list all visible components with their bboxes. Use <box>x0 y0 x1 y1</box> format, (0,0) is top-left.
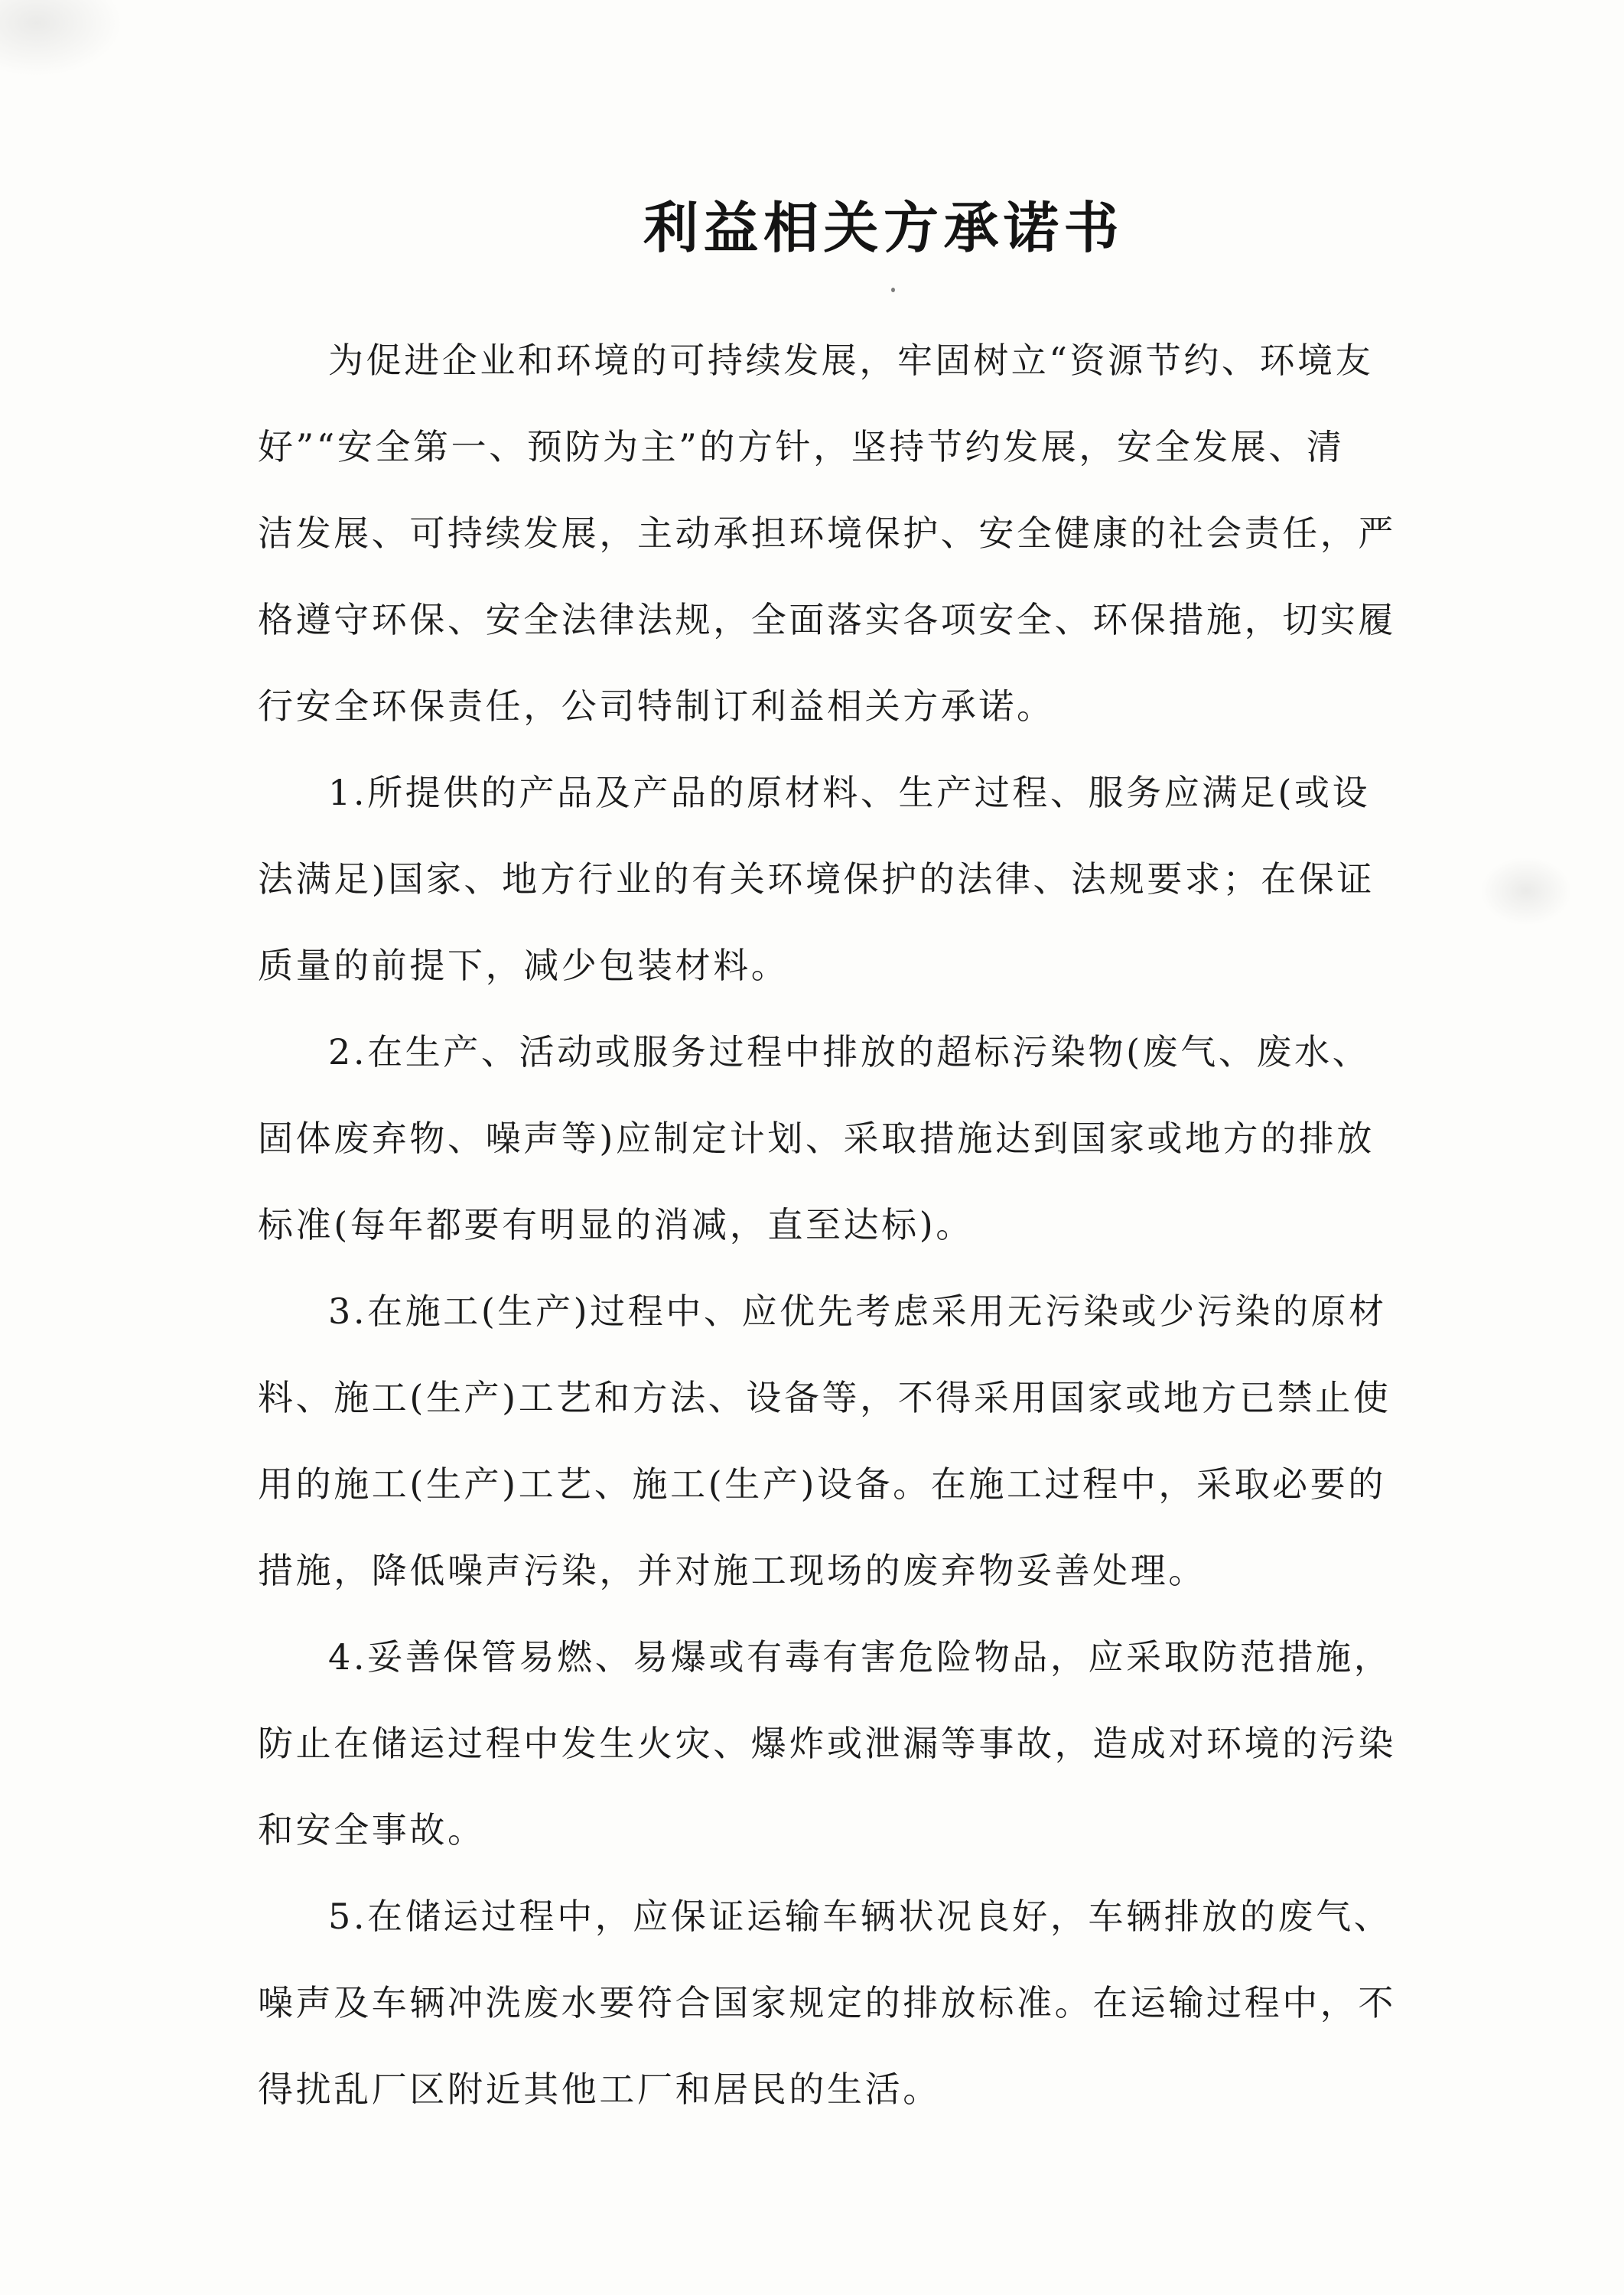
text-line: 措施，降低噪声污染，并对施工现场的废弃物妥善处理。 <box>258 1550 1206 1591</box>
text-line: 5.在储运过程中，应保证运输车辆状况良好，车辆排放的废气、 <box>328 1896 1392 1937</box>
text-line: 和安全事故。 <box>258 1809 486 1851</box>
text-line: 噪声及车辆冲洗废水要符合国家规定的排放标准。在运输过程中，不 <box>258 1982 1396 2023</box>
commitment-item-4 <box>258 1614 1482 1873</box>
commitment-item-1 <box>258 750 1482 1009</box>
document-title: 利益相关方承诺书 <box>643 196 1124 260</box>
text-line: 1.所提供的产品及产品的原材料、生产过程、服务应满足(或设 <box>328 772 1371 813</box>
text-line: 用的施工(生产)工艺、施工(生产)设备。在施工过程中，采取必要的 <box>258 1463 1386 1505</box>
text-line: 法满足)国家、地方行业的有关环境保护的法律、法规要求；在保证 <box>258 858 1375 900</box>
text-line: 2.在生产、活动或服务过程中排放的超标污染物(废气、废水、 <box>328 1031 1371 1073</box>
text-line: 行安全环保责任，公司特制订利益相关方承诺。 <box>258 685 1055 727</box>
text-line: 得扰乱厂区附近其他工厂和居民的生活。 <box>258 2069 941 2110</box>
commitment-item-2 <box>258 1009 1482 1268</box>
text-line: 为促进企业和环境的可持续发展，牢固树立“资源节约、环境友 <box>328 340 1374 381</box>
scan-smudge <box>0 0 122 76</box>
text-line: 标准(每年都要有明显的消减，直至达标)。 <box>258 1204 974 1245</box>
text-line: 好”“安全第一、预防为主”的方针，坚持节约发展，安全发展、清 <box>258 426 1345 467</box>
text-line: 3.在施工(生产)过程中、应优先考虑采用无污染或少污染的原材 <box>328 1291 1387 1332</box>
text-line: 质量的前提下，减少包装材料。 <box>258 945 789 986</box>
paragraph-intro <box>258 317 1482 750</box>
text-line: 格遵守环保、安全法律法规，全面落实各项安全、环保措施，切实履 <box>258 599 1396 640</box>
text-line: 固体废弃物、噪声等)应制定计划、采取措施达到国家或地方的排放 <box>258 1118 1375 1159</box>
text-line: 洁发展、可持续发展，主动承担环境保护、安全健康的社会责任，严 <box>258 513 1396 554</box>
scan-smudge <box>1480 857 1572 926</box>
text-line: 4.妥善保管易燃、易爆或有毒有害危险物品，应采取防范措施， <box>328 1636 1392 1678</box>
text-line: 料、施工(生产)工艺和方法、设备等，不得采用国家或地方已禁止使 <box>258 1377 1391 1418</box>
document-body <box>258 317 1482 2133</box>
commitment-item-3 <box>258 1268 1482 1614</box>
scan-dot <box>891 288 895 292</box>
commitment-item-5 <box>258 1873 1482 2133</box>
text-line: 防止在储运过程中发生火灾、爆炸或泄漏等事故，造成对环境的污染 <box>258 1723 1396 1764</box>
